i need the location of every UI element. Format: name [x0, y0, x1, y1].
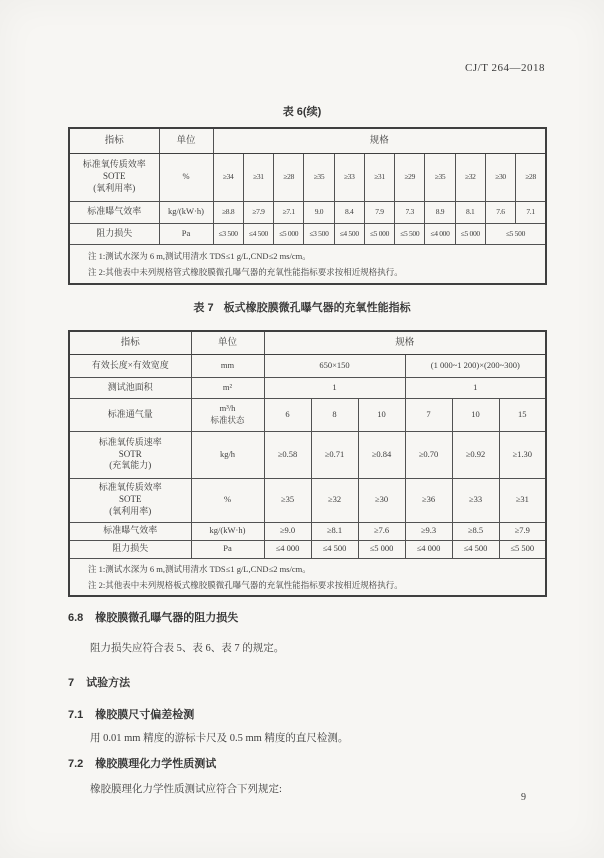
value-cell: 10 [358, 398, 405, 431]
value-cell: ≥0.58 [264, 431, 311, 478]
section-number: 7.2 [68, 758, 84, 770]
section-7-2-heading [68, 755, 216, 771]
value-cell: 7.3 [395, 201, 425, 223]
value-cell: ≥0.70 [405, 431, 452, 478]
value-cell: ≥33 [452, 478, 499, 522]
value-cell: ≥31 [243, 153, 273, 201]
value-cell: ≤4 500 [243, 223, 273, 244]
page-number: 9 [521, 792, 526, 803]
value-cell: ≤4 500 [311, 540, 358, 558]
value-cell: ≥0.71 [311, 431, 358, 478]
value-cell: ≥7.9 [499, 522, 546, 540]
section-7-1-heading [68, 706, 194, 722]
value-cell: ≤5 500 [395, 223, 425, 244]
value-cell: 8 [311, 398, 358, 431]
row-unit: m³/h 标准状态 [191, 398, 264, 431]
value-cell: ≤4 500 [452, 540, 499, 558]
row-unit: kg/(kW·h) [191, 522, 264, 540]
column-header-unit: 单位 [191, 331, 264, 354]
value-cell: 6 [264, 398, 311, 431]
section-7-2-body: 橡胶膜理化力学性质测试应符合下列规定: [90, 784, 282, 795]
row-unit: mm [191, 354, 264, 377]
table7-title [0, 299, 604, 315]
value-cell: 7.6 [485, 201, 515, 223]
value-cell: ≥35 [304, 153, 334, 201]
value-cell: ≤5 000 [364, 223, 394, 244]
value-cell: ≥7.6 [358, 522, 405, 540]
value-cell: ≥7.1 [274, 201, 304, 223]
value-cell: ≥8.8 [213, 201, 243, 223]
value-cell: ≤4 000 [405, 540, 452, 558]
value-cell: ≥35 [264, 478, 311, 522]
value-cell: ≤4 500 [334, 223, 364, 244]
row-indicator: 阻力损失 [69, 540, 191, 558]
column-header-indicator: 指标 [69, 331, 191, 354]
section-title: 试验方法 [86, 677, 131, 689]
value-cell: ≥28 [274, 153, 304, 201]
table-row [69, 478, 546, 522]
doc-code: CJ/T 264—2018 [465, 62, 545, 74]
section-6-8-heading [68, 609, 238, 625]
row-indicator: 有效长度×有效宽度 [69, 354, 191, 377]
value-cell: 8.9 [425, 201, 455, 223]
value-cell: ≥8.5 [452, 522, 499, 540]
value-cell: (1 000~1 200)×(200~300) [405, 354, 546, 377]
value-cell: 1 [405, 377, 546, 398]
row-indicator: 标准曝气效率 [69, 522, 191, 540]
value-cell: ≥29 [395, 153, 425, 201]
value-cell: 15 [499, 398, 546, 431]
value-cell: ≥9.0 [264, 522, 311, 540]
value-cell: ≥0.92 [452, 431, 499, 478]
row-indicator: 标准曝气效率 [69, 201, 159, 223]
value-cell: ≤5 000 [358, 540, 405, 558]
value-cell: ≤5 000 [274, 223, 304, 244]
table-row [69, 431, 546, 478]
table-row [69, 522, 546, 540]
value-cell: ≥30 [485, 153, 515, 201]
value-cell: ≥28 [516, 153, 546, 201]
value-cell: 9.0 [304, 201, 334, 223]
value-cell: 7.1 [516, 201, 546, 223]
value-cell: ≥1.30 [499, 431, 546, 478]
value-cell: ≤3 500 [213, 223, 243, 244]
row-unit: m² [191, 377, 264, 398]
row-unit: kg/h [191, 431, 264, 478]
row-unit: % [159, 153, 213, 201]
section-number: 7 [68, 677, 75, 689]
value-cell: ≥7.9 [243, 201, 273, 223]
value-cell: ≤5 500 [499, 540, 546, 558]
value-cell: 8.1 [455, 201, 485, 223]
value-cell: ≤5 500 [485, 223, 546, 244]
value-cell: 1 [264, 377, 405, 398]
value-cell: ≥32 [311, 478, 358, 522]
column-header-indicator: 指标 [69, 128, 159, 153]
section-7-heading [68, 674, 130, 690]
row-indicator: 测试池面积 [69, 377, 191, 398]
table-notes [69, 558, 546, 596]
section-title: 橡胶膜理化力学性质测试 [95, 758, 217, 770]
value-cell: ≥8.1 [311, 522, 358, 540]
row-indicator: 标准氧传质速率 SOTR (充氧能力) [69, 431, 191, 478]
table7-title-text: 板式橡胶膜微孔曝气器的充氧性能指标 [223, 302, 411, 314]
value-cell: ≥35 [425, 153, 455, 201]
row-unit: kg/(kW·h) [159, 201, 213, 223]
table6-continued [68, 127, 547, 285]
value-cell: ≥0.84 [358, 431, 405, 478]
table7-title-label: 表 7 [193, 302, 214, 314]
value-cell: 8.4 [334, 201, 364, 223]
table-row [69, 540, 546, 558]
table6-title: 表 6(续) [282, 106, 322, 118]
value-cell: 10 [452, 398, 499, 431]
section-title: 橡胶膜微孔曝气器的阻力损失 [95, 612, 239, 624]
section-6-8-body: 阻力损失应符合表 5、表 6、表 7 的规定。 [90, 643, 285, 654]
table-row [69, 398, 546, 431]
row-indicator: 标准通气量 [69, 398, 191, 431]
table-row [69, 153, 546, 201]
value-cell: 650×150 [264, 354, 405, 377]
value-cell: 7 [405, 398, 452, 431]
value-cell: ≤3 500 [304, 223, 334, 244]
value-cell: ≥36 [405, 478, 452, 522]
column-header-spec: 规格 [264, 331, 546, 354]
section-number: 7.1 [68, 709, 84, 721]
column-header-spec: 规格 [213, 128, 546, 153]
note-line: 注 2:其他表中未列规格板式橡胶膜微孔曝气器的充氧性能指标要求按相近规格执行。 [88, 579, 403, 590]
note-line: 注 1:测试水深为 6 m,测试用清水 TDS≤1 g/L,CND≤2 ms/cm。 [88, 563, 311, 574]
value-cell: 7.9 [364, 201, 394, 223]
section-7-1-body: 用 0.01 mm 精度的游标卡尺及 0.5 mm 精度的直尺检测。 [90, 733, 349, 744]
value-cell: ≥30 [358, 478, 405, 522]
row-unit: % [191, 478, 264, 522]
table-row [69, 201, 546, 223]
value-cell: ≥33 [334, 153, 364, 201]
table-row [69, 377, 546, 398]
table-row [69, 354, 546, 377]
table-row [69, 223, 546, 244]
row-indicator: 标准氧传质效率 SOTE (氧利用率) [69, 478, 191, 522]
value-cell: ≥34 [213, 153, 243, 201]
note-line: 注 2:其他表中未列规格管式橡胶膜微孔曝气器的充氧性能指标要求按相近规格执行。 [88, 266, 403, 277]
table-notes [69, 244, 546, 284]
row-indicator: 标准氧传质效率 SOTE (氧利用率) [69, 153, 159, 201]
row-unit: Pa [159, 223, 213, 244]
table7-plate-diffuser [68, 330, 547, 597]
note-line: 注 1:测试水深为 6 m,测试用清水 TDS≤1 g/L,CND≤2 ms/cm。 [88, 250, 311, 261]
section-number: 6.8 [68, 612, 84, 624]
row-unit: Pa [191, 540, 264, 558]
value-cell: ≥31 [499, 478, 546, 522]
value-cell: ≥31 [364, 153, 394, 201]
row-indicator: 阻力损失 [69, 223, 159, 244]
value-cell: ≥32 [455, 153, 485, 201]
section-title: 橡胶膜尺寸偏差检测 [95, 709, 195, 721]
value-cell: ≤5 000 [455, 223, 485, 244]
column-header-unit: 单位 [159, 128, 213, 153]
value-cell: ≤4 000 [264, 540, 311, 558]
value-cell: ≤4 000 [425, 223, 455, 244]
value-cell: ≥9.3 [405, 522, 452, 540]
